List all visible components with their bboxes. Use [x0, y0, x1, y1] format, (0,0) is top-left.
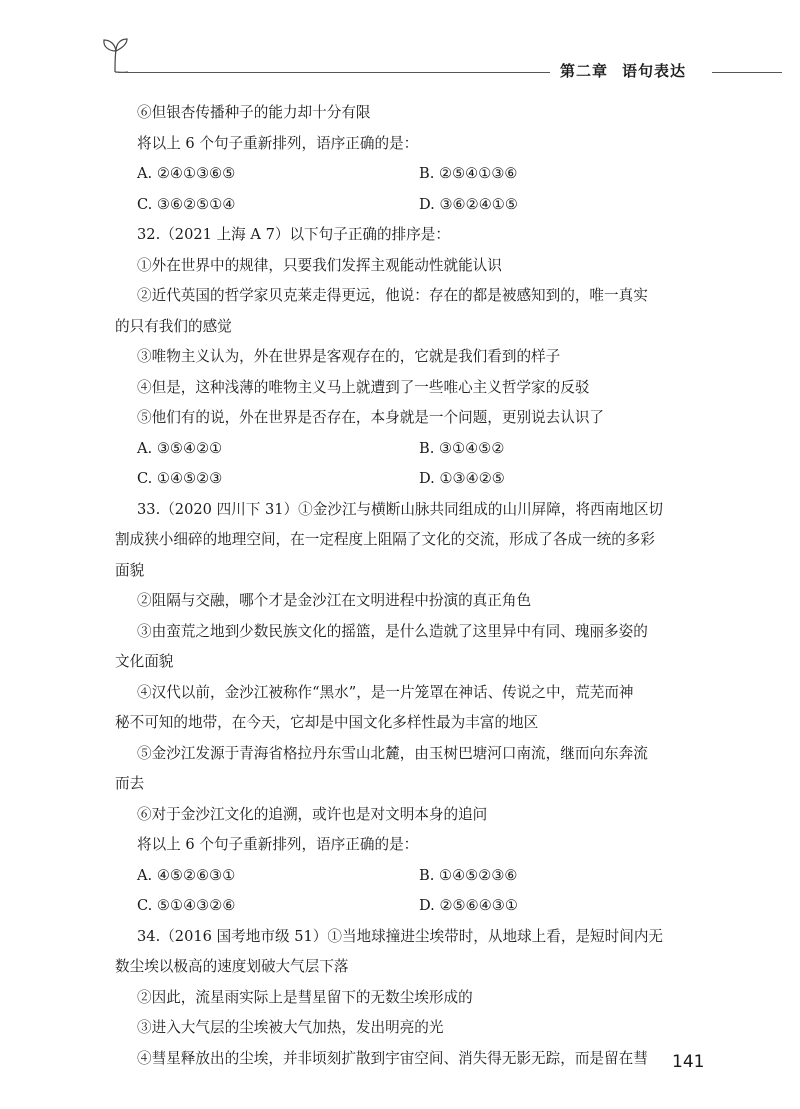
- answer-choices-row: [115, 464, 715, 495]
- text-line: 割成狭小细碎的地理空间，在一定程度上阻隔了文化的交流，形成了各成一统的多彩: [115, 531, 655, 548]
- answer-choice: A. ③⑤④②①: [137, 439, 223, 457]
- text-line: ③由蛮荒之地到少数民族文化的摇篮，是什么造就了这里异中有同、瑰丽多姿的: [137, 622, 648, 640]
- text-line: ③唯物主义认为，外在世界是客观存在的，它就是我们看到的样子: [137, 348, 561, 365]
- answer-choice: B. ③①④⑤②: [419, 439, 505, 457]
- text-line: 面貌: [115, 561, 145, 579]
- answer-choices-row: [115, 190, 715, 221]
- answer-choice: C. ⑤①④③②⑥: [137, 897, 236, 914]
- text-line: 33.（2020 四川下 31）①金沙江与横断山脉共同组成的山川屏障，将西南地区切: [137, 500, 664, 518]
- text-line: 的只有我们的感觉: [115, 317, 232, 335]
- text-line: 文化面貌: [115, 653, 174, 670]
- text-line: 32.（2021 上海 A 7）以下句子正确的排序是：: [137, 226, 450, 243]
- text-line: ⑤金沙江发源于青海省格拉丹东雪山北麓，由玉树巴塘河口南流，继而向东奔流: [137, 744, 648, 762]
- text-line: ②近代英国的哲学家贝克莱走得更远，他说：存在的都是被感知到的，唯一真实: [137, 287, 648, 304]
- answer-choice: D. ①③④②⑤: [419, 470, 505, 487]
- text-line: 而去: [115, 775, 145, 792]
- text-line: 将以上 6 个句子重新排列，语序正确的是：: [137, 134, 419, 152]
- text-line: ⑥对于金沙江文化的追溯，或许也是对文明本身的追问: [137, 805, 488, 823]
- answer-choices-row: [115, 434, 715, 465]
- answer-choice: A. ②④①③⑥⑤: [137, 165, 236, 182]
- answer-choices-row: [115, 861, 715, 892]
- page-body: [115, 98, 715, 1074]
- chapter-label: 第二章: [560, 62, 609, 80]
- running-header: [560, 60, 686, 81]
- answer-choice: B. ②⑤④①③⑥: [419, 165, 518, 182]
- text-line: ④汉代以前，金沙江被称作“黑水”，是一片笼罩在神话、传说之中，荒芜而神: [137, 683, 634, 701]
- answer-choices-row: [115, 891, 715, 922]
- text-line: ②阻隔与交融，哪个才是金沙江在文明进程中扮演的真正角色: [137, 592, 532, 609]
- text-line: ⑤他们有的说，外在世界是否存在，本身就是一个问题，更别说去认识了: [137, 409, 605, 426]
- text-line: 34.（2016 国考地市级 51）①当地球撞进尘埃带时，从地球上看，是短时间内无: [137, 927, 664, 945]
- text-line: ②因此，流星雨实际上是彗星留下的无数尘埃形成的: [137, 988, 473, 1006]
- answer-choice: B. ①④⑤②③⑥: [419, 866, 518, 884]
- answer-choices-row: [115, 159, 715, 190]
- text-line: ⑥但银杏传播种子的能力却十分有限: [137, 104, 371, 121]
- text-line: ④但是，这种浅薄的唯物主义马上就遭到了一些唯心主义哲学家的反驳: [137, 378, 590, 396]
- section-label: 语句表达: [622, 62, 687, 80]
- text-line: 秘不可知的地带，在今天，它却是中国文化多样性最为丰富的地区: [115, 714, 539, 731]
- answer-choice: C. ①④⑤②③: [137, 470, 223, 487]
- text-line: 数尘埃以极高的速度划破大气层下落: [115, 958, 349, 975]
- header-rule-right: [712, 72, 782, 73]
- answer-choice: C. ③⑥②⑤①④: [137, 195, 236, 213]
- page-number: 141: [672, 1052, 705, 1072]
- answer-choice: D. ②⑤⑥④③①: [419, 897, 518, 914]
- text-line: ④彗星释放出的尘埃，并非顷刻扩散到宇宙空间、消失得无影无踪，而是留在彗: [137, 1049, 648, 1067]
- page-header: [0, 0, 800, 90]
- leaf-logo-icon: [100, 38, 130, 74]
- header-rule-left: [118, 72, 550, 73]
- text-line: 将以上 6 个句子重新排列，语序正确的是：: [137, 836, 419, 853]
- answer-choice: A. ④⑤②⑥③①: [137, 866, 236, 884]
- text-line: ①外在世界中的规律，只要我们发挥主观能动性就能认识: [137, 256, 502, 274]
- answer-choice: D. ③⑥②④①⑤: [419, 195, 518, 213]
- text-line: ③进入大气层的尘埃被大气加热，发出明亮的光: [137, 1019, 444, 1036]
